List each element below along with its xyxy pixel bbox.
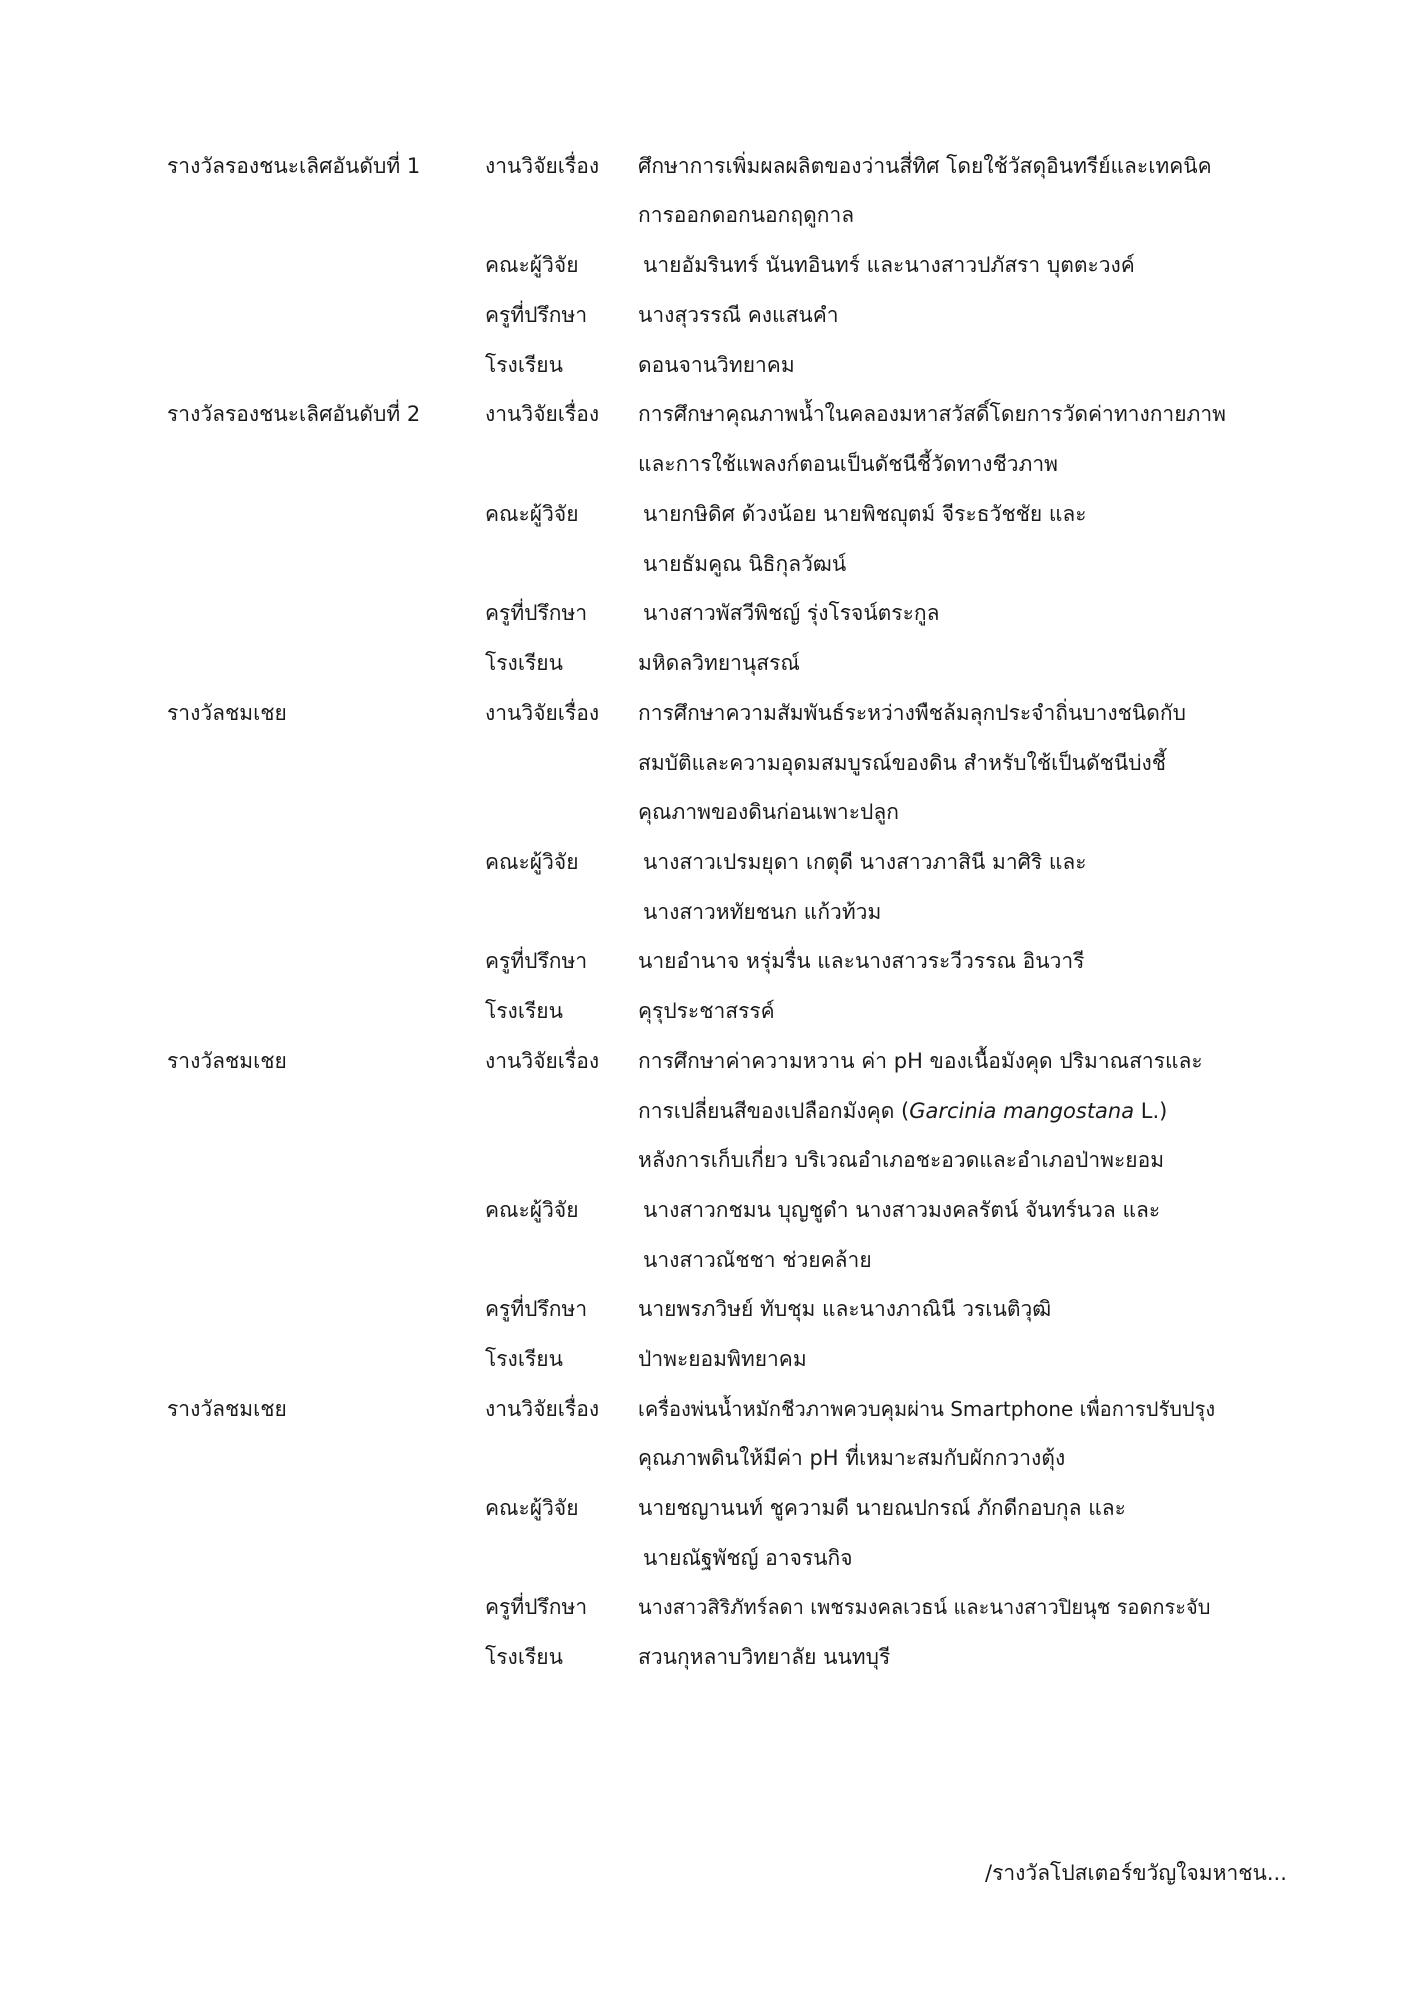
school-name: มหิดลวิทยานุสรณ์ [638, 651, 800, 675]
researchers-label: คณะผู้วิจัย [485, 850, 579, 874]
advisor-label: ครูที่ปรึกษา [485, 1595, 588, 1619]
award-title: รางวัลรองชนะเลิศอันดับที่ 2 [167, 402, 421, 426]
school-name: ดอนจานวิทยาคม [638, 353, 795, 377]
advisor-label: ครูที่ปรึกษา [485, 949, 588, 973]
researchers-line: นายกษิดิศ ด้วงน้อย นายพิชญุตม์ จีระธวัชชัย และ [643, 502, 1087, 526]
research-title-line: เครื่องพ่นน้ำหมักชีวภาพควบคุมผ่าน Smartphone เพื่อการปรับปรุง [638, 1397, 1216, 1421]
research-title-label: งานวิจัยเรื่อง [485, 154, 600, 178]
researchers-label: คณะผู้วิจัย [485, 502, 579, 526]
research-title-line: ศึกษาการเพิ่มผลผลิตของว่านสี่ทิศ โดยใช้วัสดุอินทรีย์และเทคนิค [638, 154, 1212, 178]
school-name: ป่าพะยอมพิทยาคม [638, 1347, 807, 1371]
researchers-line: นางสาวหทัยชนก แก้วท้วม [643, 900, 882, 924]
research-title-line: คุณภาพของดินก่อนเพาะปลูก [638, 800, 899, 824]
advisor-label: ครูที่ปรึกษา [485, 601, 588, 625]
award-title: รางวัลรองชนะเลิศอันดับที่ 1 [167, 154, 421, 178]
advisor-name: นายอำนาจ หรุ่มรื่น และนางสาวระวีวรรณ อินวารี [638, 949, 1085, 973]
research-title-line: สมบัติและความอุดมสมบูรณ์ของดิน สำหรับใช้เป็นดัชนีบ่งชี้ [638, 751, 1167, 775]
advisor-name: นายพรภวิษย์ ทับชุม และนางภาณินี วรเนติวุฒิ [638, 1297, 1052, 1321]
researchers-line: นางสาวณัชชา ช่วยคล้าย [643, 1248, 872, 1272]
research-title-label: งานวิจัยเรื่อง [485, 701, 600, 725]
research-title-line: การศึกษาค่าความหวาน ค่า pH ของเนื้อมังคุด ปริมาณสารและ [638, 1049, 1203, 1073]
research-title-line: การออกดอกนอกฤดูกาล [638, 203, 855, 227]
school-name: สวนกุหลาบวิทยาลัย นนทบุรี [638, 1645, 891, 1669]
award-title: รางวัลชมเชย [167, 1397, 287, 1421]
title-text: L.) [1134, 1099, 1168, 1123]
research-title-line: การศึกษาความสัมพันธ์ระหว่างพืชล้มลุกประจำถิ่นบางชนิดกับ [638, 701, 1186, 725]
advisor-name: นางสาวพัสวีพิชญ์ รุ่งโรจน์ตระกูล [643, 601, 940, 625]
school-label: โรงเรียน [485, 1645, 563, 1669]
title-text: การเปลี่ยนสีของเปลือกมังคุด ( [638, 1099, 910, 1123]
advisor-name: นางสาวสิริภัทร์ลดา เพชรมงคลเวธน์ และนางสาวปิยนุช รอดกระจับ [638, 1595, 1211, 1619]
award-title: รางวัลชมเชย [167, 701, 287, 725]
researchers-line: นางสาวเปรมยุดา เกตุดี นางสาวภาสินี มาศิริ และ [643, 850, 1087, 874]
award-title: รางวัลชมเชย [167, 1049, 287, 1073]
researchers-label: คณะผู้วิจัย [485, 253, 579, 277]
advisor-label: ครูที่ปรึกษา [485, 303, 588, 327]
scientific-name: Garcinia mangostana [909, 1099, 1135, 1123]
school-label: โรงเรียน [485, 651, 563, 675]
researchers-label: คณะผู้วิจัย [485, 1496, 579, 1520]
research-title-line [638, 1096, 1167, 1126]
page-continuation-footer: /รางวัลโปสเตอร์ขวัญใจมหาชน... [985, 1861, 1287, 1885]
researchers-line: นายธัมคูณ นิธิกุลวัฒน์ [643, 552, 847, 576]
research-title-line: คุณภาพดินให้มีค่า pH ที่เหมาะสมกับผักกวางตุ้ง [638, 1446, 1066, 1470]
advisor-label: ครูที่ปรึกษา [485, 1297, 588, 1321]
researchers-line: นางสาวกชมน บุญชูดำ นางสาวมงคลรัตน์ จันทร์นวล และ [643, 1198, 1161, 1222]
research-title-label: งานวิจัยเรื่อง [485, 1397, 600, 1421]
research-title-label: งานวิจัยเรื่อง [485, 1049, 600, 1073]
school-label: โรงเรียน [485, 999, 563, 1023]
school-label: โรงเรียน [485, 353, 563, 377]
research-title-label: งานวิจัยเรื่อง [485, 402, 600, 426]
research-title-line: และการใช้แพลงก์ตอนเป็นดัชนีชี้วัดทางชีวภาพ [638, 452, 1058, 476]
researchers-label: คณะผู้วิจัย [485, 1198, 579, 1222]
researchers-line: นายณัฐพัชญ์ อาจรนกิจ [643, 1546, 853, 1570]
researchers-line: นายอัมรินทร์ นันทอินทร์ และนางสาวปภัสรา บุตตะวงค์ [643, 253, 1135, 277]
researchers-line: นายชญานนท์ ชูความดี นายณปกรณ์ ภักดีกอบกุล และ [638, 1496, 1126, 1520]
school-name: คุรุประชาสรรค์ [638, 999, 775, 1023]
advisor-name: นางสุวรรณี คงแสนคำ [638, 303, 839, 327]
school-label: โรงเรียน [485, 1347, 563, 1371]
research-title-line: การศึกษาคุณภาพน้ำในคลองมหาสวัสดิ์โดยการวัดค่าทางกายภาพ [638, 402, 1227, 426]
research-title-line: หลังการเก็บเกี่ยว บริเวณอำเภอชะอวดและอำเภอป่าพะยอม [638, 1148, 1165, 1172]
